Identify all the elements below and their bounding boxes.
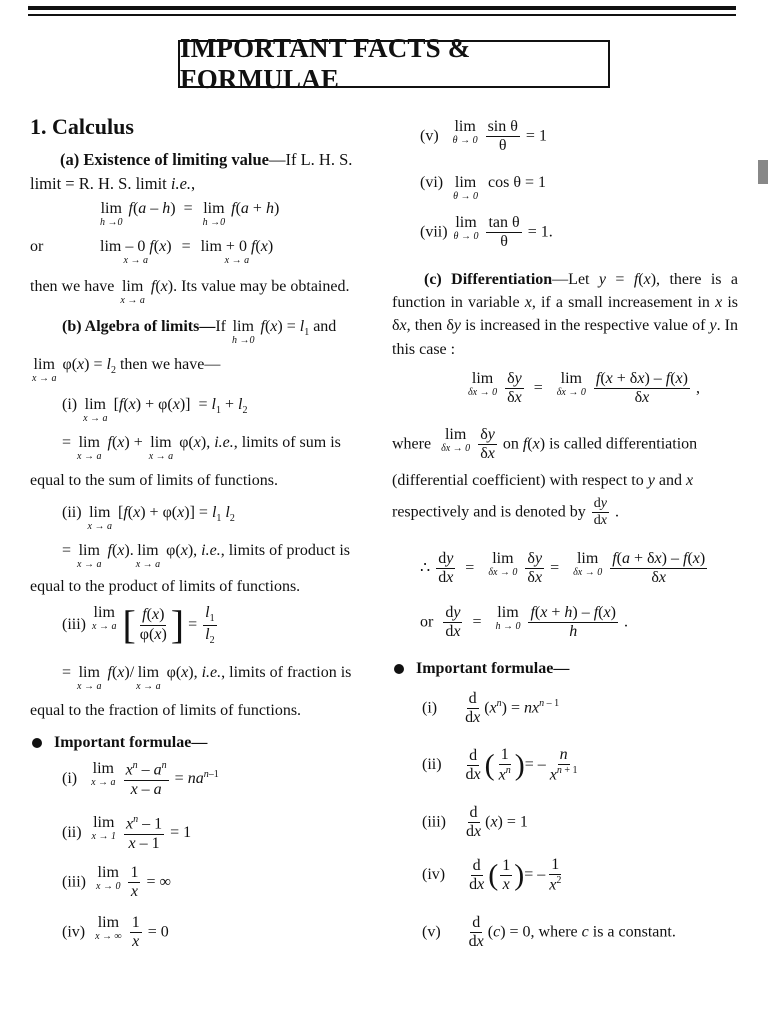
iii-expl2: equal to the fraction of limits of functions.: [30, 702, 302, 719]
a-paragraph: [30, 148, 380, 196]
ii-eq: (ii) lim x → a $[f(x) + \varphi(x)] = l_1$ $l_2$: [62, 504, 235, 532]
ii-expl: = lim x → a f(x). lim x → a φ(x), i.e., limits of product is: [62, 542, 351, 570]
c-where-1: where lim δx → 0 $\frac{\delta y}{\delta x}$ on f(x) is called differentiation: [392, 426, 698, 463]
scroll-mark: [758, 160, 768, 184]
trig-2: (vi) lim θ → 0 cos θ = 1: [420, 174, 547, 202]
page-title: IMPORTANT FACTS & FORMULAE: [178, 40, 610, 88]
top-rule-thin: [28, 14, 736, 16]
a-eq1: lim h →0 f(a – h) = lim h →0 f(a + h): [100, 200, 280, 228]
a-then: then we have lim x → a f(x). Its value may be obtained.: [30, 278, 350, 306]
c-where-2: (differential coefficient) with respect to y and x: [392, 472, 694, 489]
right-formulae-heading: Important formulae—: [394, 660, 569, 678]
right-formula-3: (iii) $\frac{d}{dx}$ (x) = 1: [422, 804, 528, 841]
right-formula-4: (iv) $\frac{d}{dx}$ ( $\frac{1}{x}$ )= – $\frac{1}{x^2}$: [422, 856, 562, 894]
c-eq2: ∴ $\frac{dy}{dx}$ = lim δx → 0 $\frac{\delta y}{\delta x}$ = lim δx → 0 $\frac{f(a + \delta x) - f(x)}{\delta x}$: [420, 550, 706, 587]
iii-eq: (iii) lim x → a [ $\frac{f(x)}{\varphi(x)}$ ] = $\frac{l_1}{l_2}$: [62, 602, 215, 648]
left-formula-2: (ii) lim x → 1 $\frac{x^n - 1}{x - 1}$ = 1: [62, 814, 192, 852]
left-formula-4: (iv) lim x → ∞ $\frac{1}{x}$ = 0: [62, 914, 169, 951]
right-formula-5: (v) $\frac{d}{dx}$ (c) = 0, where c is a constant.: [422, 914, 676, 951]
left-formulae-heading: Important formulae—: [32, 734, 207, 752]
trig-1: (v) lim θ → 0 $\frac{\text{sin θ}}{\theta}$ = 1: [420, 118, 547, 155]
left-formula-1: (i) lim x → a $\frac{x^n - a^n}{x - a}$ = $na^{n-1}$: [62, 760, 219, 798]
a-or: or: [30, 238, 44, 255]
c-where-3: respectively and is denoted by $\frac{dy}{dx}$ .: [392, 496, 619, 529]
left-formula-3: (iii) lim x → 0 $\frac{1}{x}$ = ∞: [62, 864, 171, 901]
c-text: —Let y = f(x), there is a function in variable x, if a small increasement in x is δx, then δy is increased in the respective value of y. In this case :: [392, 271, 739, 358]
c-paragraph: [392, 268, 738, 361]
b-line1: (b) Algebra of limits—If lim h →0 $f(x) = l_1$ and: [62, 318, 337, 346]
c-eq1: lim δx → 0 $\frac{\delta y}{\delta x}$ = lim δx → 0 $\frac{f(x + \delta x) - f(x)}{\delta x}$ ,: [468, 370, 700, 407]
trig-3: (vii) lim θ → 0 $\frac{\text{tan θ}}{\theta}$ = 1.: [420, 214, 553, 251]
a-text: —If L. H. S. limit = R. H. S. limit i.e.,: [30, 150, 353, 193]
right-formula-1: (i) $\frac{d}{dx}$ $(x^n) = nx^{n - 1}$: [422, 690, 560, 727]
c-eq3: or $\frac{dy}{dx}$ = lim h → 0 $\frac{f(x + h) - f(x)}{h}$ .: [420, 604, 628, 641]
c-label: (c) Differentiation: [424, 271, 553, 288]
ii-expl2: equal to the product of limits of functions.: [30, 578, 301, 595]
iii-expl: = lim x → a f(x)/ lim x → a φ(x), i.e., limits of fraction is: [62, 664, 352, 692]
a-label: (a) Existence of limiting value: [60, 150, 269, 169]
b-line2: lim x → a $\varphi(x) = l_2$ then we have—: [32, 356, 221, 384]
i-eq: (i) lim x → a $[f(x) + \varphi(x)] = l_1 + l_2$: [62, 396, 248, 424]
top-rule-thick: [28, 6, 736, 10]
section-title: 1. Calculus: [30, 114, 134, 139]
i-expl2: equal to the sum of limits of functions.: [30, 472, 278, 489]
b-label: (b) Algebra of limits: [62, 318, 200, 335]
a-eq2: lim – 0 f(x) x → a = lim + 0 f(x) x → a: [100, 238, 274, 266]
bullet-icon: [394, 664, 404, 674]
right-formula-2: (ii) $\frac{d}{dx}$ ( $\frac{1}{x^n}$ )= – $\frac{n}{x^{n + 1}}$: [422, 746, 578, 784]
i-expl: = lim x → a f(x) + lim x → a φ(x), i.e., limits of sum is: [62, 434, 341, 462]
bullet-icon: [32, 738, 42, 748]
